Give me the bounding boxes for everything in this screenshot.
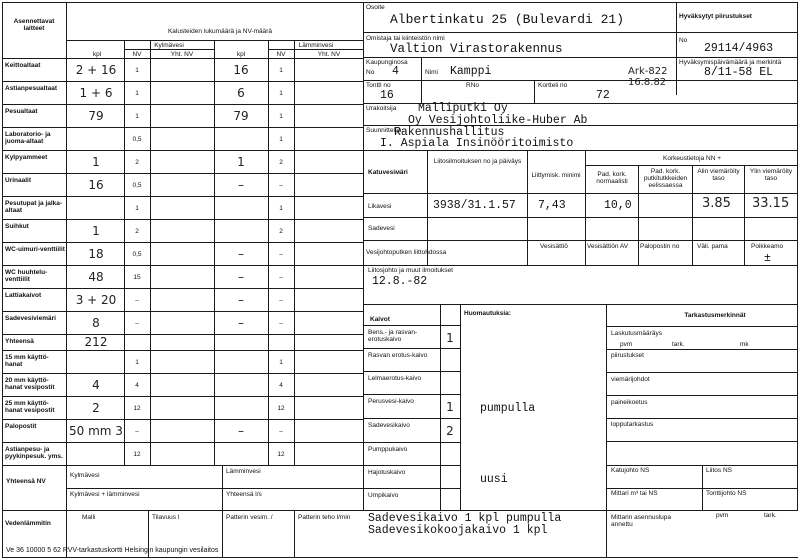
designer-label: Suunnittelija: [366, 127, 402, 134]
highest-level-label: Ylin viemäröity taso: [749, 168, 793, 182]
lowest-level-value: 3.85: [702, 196, 731, 211]
fixture-label: Lattiakaivot: [5, 292, 42, 299]
well-note: uusi: [480, 473, 508, 486]
fixture-cold-count: 79: [88, 108, 104, 123]
pad-height-label: Pad. kork. normaalisti: [596, 171, 628, 185]
min-connection-label: Liittymisk. minimi: [531, 172, 581, 179]
fixture-hot-nv: 1: [279, 89, 283, 97]
highest-level-value: 33.15: [752, 196, 790, 211]
fixture-cold-count: 50 mm 3: [69, 423, 123, 438]
block-label: Kortteli no: [538, 82, 568, 89]
district-label: Kaupunginosa: [366, 59, 408, 66]
fixture-label: WC huuhtelu-venttiilit: [5, 269, 48, 283]
coil-label: Patterin vesim. /: [226, 514, 273, 521]
plot-label: Tonttl no: [366, 82, 391, 89]
fixture-cold-count: 48: [88, 269, 104, 284]
model-label: Malli: [82, 514, 96, 521]
kpl-cold-header: kpl: [92, 51, 102, 58]
fixture-cold-nv: 0,5: [132, 135, 142, 143]
rno-label: RNo: [466, 82, 480, 89]
fixture-label: 25 mm käyttö-hanat vesipostit: [5, 400, 55, 414]
connection-date-label: Liitosjohto ja muut ilmoitukset: [368, 267, 453, 274]
inspection-title: Tarkastusmerkinnät: [684, 312, 746, 319]
lowest-level-label: Alin viemäröity taso: [697, 168, 740, 182]
remarks-label: Huomautuksia:: [464, 310, 511, 317]
fixture-cold-nv: 12: [133, 404, 141, 412]
approval-date-value: 8/11-58 EL: [704, 66, 774, 79]
typed-note-2: Sadevesikokoojakaivo 1 kpl: [368, 524, 548, 537]
permit-inspector-label: tark.: [764, 512, 777, 519]
plot-pipe-label: Tonttijohto NS: [706, 490, 747, 497]
water-pipe-label: Vesijohtoputken liittohdossa: [366, 249, 447, 256]
fixture-hot-count: –: [238, 315, 244, 330]
date-col-label: pvm: [620, 341, 633, 348]
fixture-hot-count: –: [238, 177, 244, 192]
pad-height-value: 10,0: [604, 199, 632, 212]
nv-cold-header: NV: [132, 51, 142, 58]
cold-water-header: Kylmävesi: [154, 42, 184, 49]
fixture-label: Pesutupat ja jalka-altaat: [5, 200, 63, 214]
fixture-label: Pesualtaat: [5, 108, 38, 115]
connection-notice-value: 3938/31.1.57: [433, 199, 516, 212]
well-label: Pumppukaivo: [368, 446, 408, 453]
address-label: Osoite: [366, 4, 385, 11]
fixture-label: 20 mm käyttö-hanat vesipostit: [5, 377, 55, 391]
designer-line1: Rakennushallitus: [394, 126, 505, 139]
hot-water-header: Lämminvesi: [298, 42, 334, 49]
owner-value: Valtion Virastorakennus: [390, 42, 563, 56]
fixture-cold-nv: 1: [135, 89, 139, 97]
block-value: 72: [596, 89, 610, 102]
approved-drawings-label: Hyväksytyt piirustukset: [679, 13, 752, 20]
pad-height2-label: Pad. kork. putkitutkkeiden eelissaessa: [643, 168, 688, 189]
total-ls-label: Yhteensä l/s: [226, 491, 262, 498]
height-info-label: Korkeustietoja NN +: [663, 155, 721, 162]
fixture-cold-count: 212: [84, 335, 108, 349]
fixture-hot-nv: –: [279, 181, 283, 189]
connection-ns-label: Liitos NS: [706, 467, 733, 474]
final-inspection-label: lopputarkastus: [611, 421, 654, 428]
fixture-hot-nv: 4: [279, 381, 283, 389]
well-label: Umpikaivo: [368, 492, 399, 499]
fixture-cold-nv: 12: [133, 450, 141, 458]
district-name: Kamppi: [450, 65, 492, 78]
fixture-hot-nv: 1: [279, 112, 283, 120]
fixture-cold-nv: 2: [135, 227, 139, 235]
yht-hot-header: Yht. NV: [317, 51, 341, 58]
fixture-hot-nv: 1: [279, 204, 283, 212]
fixture-hot-nv: 1: [279, 358, 283, 366]
well-label: Rasvan erotus-kaivo: [368, 352, 428, 359]
storm-water-label: Sadevesi: [368, 225, 395, 232]
fixture-cold-count: 16: [88, 177, 104, 192]
street-pipe-label: Katujohto NS: [611, 467, 650, 474]
fixture-cold-count: 1: [92, 223, 100, 238]
amount-col-label: mk: [740, 341, 749, 348]
approval-date-label: Hyväksymispäivämäärä ja merkintä: [679, 59, 782, 66]
fixture-cold-nv: 4: [135, 381, 139, 389]
fixture-hot-nv: 1: [279, 135, 283, 143]
quantity-block-header: Kalusteiden lukumäärä ja NV-määrä: [167, 28, 273, 35]
well-count: 1: [446, 331, 454, 345]
fixture-label: Laboratorio- ja juoma-altaat: [5, 131, 51, 145]
well-label: Lelmaerotus-kaivo: [368, 375, 422, 382]
contractor-line1: Malliputki Oy: [418, 102, 508, 115]
typed-note-1: Sadevesikaivo 1 kpl pumpulla: [368, 512, 562, 525]
fixture-cold-nv: 0,5: [132, 250, 142, 258]
fixture-cold-count: 18: [88, 246, 104, 261]
fixture-hot-count: –: [238, 269, 244, 284]
fixture-label: Suihkut: [5, 223, 29, 230]
total-nv-label: Yhteensä NV: [6, 478, 46, 485]
water-meter-av-label: Vesisättiön AV: [587, 243, 629, 250]
permit-date-label: pvm: [716, 512, 729, 519]
fixture-label: Astianpesu- ja pyykinpesuk. yms.: [5, 446, 63, 460]
plot-value: 16: [380, 89, 394, 102]
billing-label: Laskutusmääräys: [611, 330, 662, 337]
pressure-test-label: paineikoetus: [611, 399, 648, 406]
district-no-label: No: [366, 69, 375, 76]
deviation-value: ±: [764, 252, 771, 265]
well-label: Perusvesi-kaivo: [368, 398, 414, 405]
yht-cold-header: Yht. NV: [170, 51, 194, 58]
no-label: No: [679, 37, 688, 44]
wells-label: Kaivot: [370, 316, 390, 323]
contractor-line2: Oy Vesijohtoliike-Huber Ab: [408, 114, 588, 127]
nv-hot-header: NV: [276, 51, 286, 58]
fixture-hot-nv: 12: [277, 450, 285, 458]
fixture-cold-nv: –: [135, 427, 139, 435]
fixture-cold-nv: 1: [135, 66, 139, 74]
designer-line2: I. Aspiala Insinööritoimisto: [380, 137, 574, 150]
contractor-label: Urakoitsija: [366, 105, 397, 112]
kpl-hot-header: kpl: [236, 51, 246, 58]
fixture-hot-nv: 1: [279, 66, 283, 74]
owner-label: Omistaja tai kiinteistön nimi: [366, 35, 445, 42]
connection-date-value: 12.8.-82: [372, 275, 428, 288]
fixture-hot-nv: 2: [279, 158, 283, 166]
fixture-hot-nv: –: [279, 427, 283, 435]
fixture-hot-nv: –: [279, 273, 283, 281]
form-footer: Ve 36 10000 5 62 RVV-tarkastuskortti Helsingin kaupungin vesilaitos: [6, 547, 219, 554]
fixture-label: Yhteensä: [5, 338, 34, 345]
cold-total-label: Kylmävesi: [70, 472, 100, 479]
fixture-label: Urinaalit: [5, 177, 32, 184]
fixture-cold-nv: 1: [135, 358, 139, 366]
fixture-hot-nv: 2: [279, 227, 283, 235]
fixture-hot-count: –: [238, 423, 244, 438]
fixture-cold-nv: 0,5: [132, 181, 142, 189]
water-heater-label: Vedenlämmitin: [5, 520, 51, 527]
hot-total-label: Lämminvesi: [226, 468, 261, 475]
fixture-cold-nv: 1: [135, 204, 139, 212]
fixture-cold-nv: 15: [133, 273, 141, 281]
valve-label: Väli. pama: [697, 243, 728, 250]
fixture-label: Sadevesiviemäri: [5, 315, 56, 322]
drawing-number: 29114/4963: [704, 42, 774, 55]
meter-permit-label: Mittarin asennuslupa annettu: [611, 514, 671, 528]
fixtures-header: Asennettavat laitteet: [13, 18, 55, 32]
fixture-hot-nv: –: [279, 319, 283, 327]
fixture-cold-count: 4: [92, 377, 100, 392]
fixture-label: 15 mm käyttö-hanat: [5, 354, 49, 368]
fixture-hot-count: 1: [237, 154, 245, 169]
street-sewer-label: Katuvesiмäri: [368, 169, 408, 176]
fixture-cold-count: 2 + 16: [75, 62, 117, 77]
connection-notice-label: Liitosilmoituksen no ja päiväys: [433, 158, 522, 165]
waste-water-label: Likavesi: [368, 203, 392, 210]
water-meter-label: Vesisättiö: [540, 243, 568, 250]
fixture-label: Kylpyammeet: [5, 154, 48, 161]
fixture-hot-count: 79: [233, 108, 249, 123]
fixture-hot-nv: 12: [277, 404, 285, 412]
coil-power-label: Patterin teho l/min: [298, 514, 351, 521]
volume-label: Tilavuus l: [152, 514, 180, 521]
fixture-hot-count: 16: [233, 62, 249, 77]
fixture-cold-count: 3 + 20: [75, 292, 117, 307]
margin-note: Ark-822 16.8.82: [628, 66, 668, 88]
fixture-cold-count: 1 + 6: [79, 85, 113, 100]
well-count: 2: [446, 424, 454, 438]
fixture-hot-nv: –: [279, 250, 283, 258]
fixture-hot-nv: –: [279, 296, 283, 304]
well-label: Bens.- ja rasvan-erotuskaivo: [368, 329, 418, 343]
fixture-label: Astianpesualtaat: [5, 85, 58, 92]
inspector-col-label: tark.: [672, 341, 685, 348]
fixture-cold-count: 1: [92, 154, 100, 169]
fixture-cold-nv: –: [135, 319, 139, 327]
fixture-cold-nv: 2: [135, 158, 139, 166]
cold-hot-total-label: Kylmävesi + lämminvesi: [70, 491, 140, 498]
fixture-cold-nv: 1: [135, 112, 139, 120]
fixture-cold-nv: –: [135, 296, 139, 304]
fixture-hot-count: –: [238, 292, 244, 307]
deviation-label: Poikkeamo: [751, 243, 784, 250]
fixture-hot-count: –: [238, 246, 244, 261]
well-count: 1: [446, 400, 454, 414]
fixture-cold-count: 2: [92, 400, 100, 415]
district-number: 4: [392, 65, 399, 78]
name-label: Nimi: [425, 69, 438, 76]
meter-label: Mittari m³ tai NS: [611, 490, 658, 497]
fixture-label: Keittoaltaat: [5, 62, 41, 69]
sewer-pipes-label: viemärijohdot: [611, 376, 650, 383]
fixture-hot-count: 6: [237, 85, 245, 100]
hydrant-no-label: Palopostin no: [640, 243, 680, 250]
fixture-label: WC-uimuri-venttiilit: [5, 246, 65, 253]
well-label: Hajotuskaivo: [368, 469, 406, 476]
min-connection-value: 7,43: [538, 199, 566, 212]
fixture-label: Palopostit: [5, 423, 37, 430]
well-label: Sadevesikaivo: [368, 422, 410, 429]
address-value: Albertinkatu 25 (Bulevardi 21): [390, 12, 625, 27]
well-note: pumpulla: [480, 402, 536, 415]
fixture-cold-count: 8: [92, 315, 100, 330]
drawings-label: piirustukset: [611, 352, 644, 359]
